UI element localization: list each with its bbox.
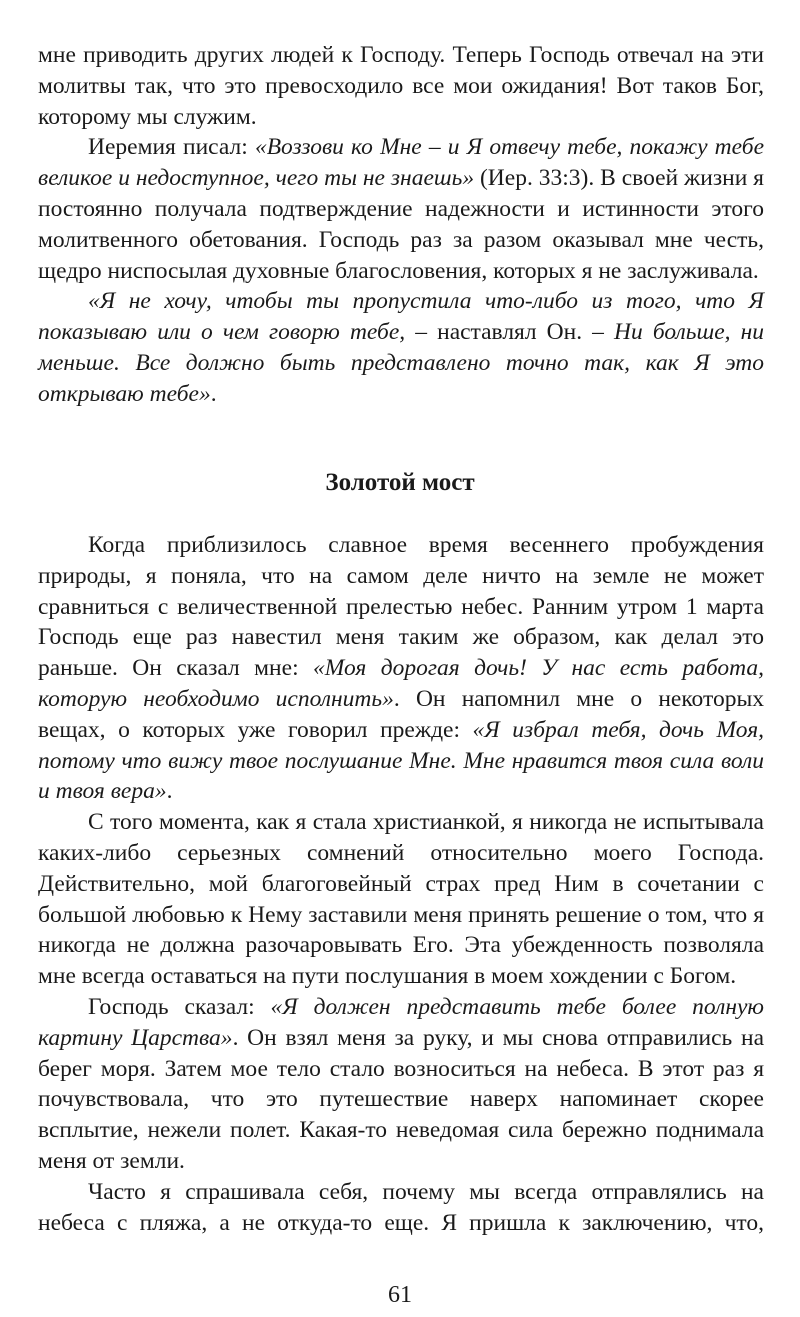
scripture-quote: «Воззови ко Мне – и Я отвечу тебе, покажу тебе великое и недоступное, чего ты не знаешь»	[38, 134, 765, 192]
quote: Ни больше, ни меньше. Все должно быть представлено точно так, как Я это открываю тебе»	[38, 319, 764, 407]
page-number: 61	[388, 1282, 412, 1308]
paragraph-text: .	[166, 778, 173, 805]
paragraph	[38, 286, 764, 409]
paragraph	[38, 530, 764, 807]
quote: «Я не хочу, чтобы ты пропустила что-либо из того, что Я показываю или о чем говорю тебе,	[38, 288, 764, 346]
paragraph	[38, 1177, 764, 1239]
paragraph-text: .	[210, 380, 217, 407]
paragraph-text: Господь сказал:	[88, 993, 271, 1020]
top-text-block	[38, 40, 764, 410]
quote: «Моя дорогая дочь! У нас есть работа, которую необходимо исполнить»	[38, 655, 764, 712]
paragraph	[38, 992, 764, 1177]
paragraph-text: С того момента, как я стала христианкой, я никогда не испытывала каких-либо серьезных сомнений относительно моего Господа. Действительно, мой благоговейный страх пред Ним в сочетании с большой любовью к Нему заставили меня принять решение о том, что я никогда не должна разочаровывать Его. Эта убежденность позволяла мне всегда оставаться на пути послушания в моем хождении с Богом.	[38, 809, 764, 990]
paragraph	[38, 132, 764, 286]
paragraph-text: Когда приблизилось славное время весеннего пробуждения природы, я поняла, что на самом деле ничто на земле не может сравниться с величественной прелестью небес. Ранним утром 1 марта Господь еще раз навестил меня таким же образом, как делал это раньше. Он сказал мне:	[38, 532, 764, 682]
paragraph-text: мне приводить других людей к Господу. Теперь Господь отвечал на эти молитвы так, что это превосходило все мои ожидания! Вот таков Бог, которому мы служим.	[38, 42, 764, 130]
paragraph-text: . Он взял меня за руку, и мы снова отправились на берег моря. Затем мое тело стало возноситься на небеса. В этот раз я почувствовала, что это путешествие наверх напоминает скорее всплытие, нежели полет. Какая-то неведомая сила бережно поднимала меня от земли.	[38, 1024, 764, 1174]
paragraph	[38, 40, 764, 132]
paragraph	[38, 807, 764, 992]
paragraph-text: Часто я спрашивала себя, почему мы всегда отправлялись на небеса с пляжа, а не откуда-то еще. Я пришла к заключению, что,	[38, 1178, 764, 1236]
quote: «Я избрал тебя, дочь Моя, потому что вижу твое послушание Мне. Мне нравится твоя сила воли и твоя вера»	[38, 716, 764, 805]
quote: «Я должен представить тебе более полную картину Царства»	[38, 993, 764, 1051]
paragraph-text: Иеремия писал:	[88, 134, 255, 161]
paragraph-text: – наставлял Он. –	[405, 319, 615, 346]
section-heading: Золотой мост	[325, 469, 475, 496]
paragraph-text: . Он напомнил мне о некоторых вещах, о которых уже говорил прежде:	[38, 685, 764, 743]
paragraph-text: (Иер. 33:3). В своей жизни я постоянно получала подтверждение надежности и истинности этого молитвенного обетования. Господь раз за разом оказывал мне честь, щедро ниспосылая духовные благословения, которых я не заслуживала.	[38, 165, 764, 284]
bottom-text-block	[38, 530, 764, 1238]
